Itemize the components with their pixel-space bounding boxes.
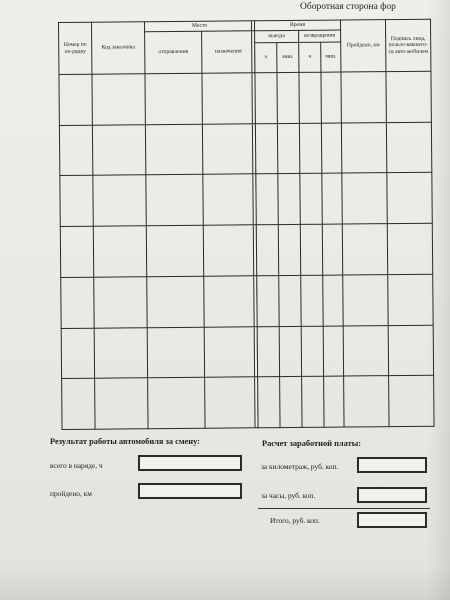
table-row: [59, 71, 431, 125]
total-field[interactable]: [357, 512, 427, 528]
header-exit-hours: ч: [255, 43, 277, 73]
per-hour-field[interactable]: [357, 487, 427, 503]
header-time: Время: [254, 20, 340, 31]
table-row: [60, 173, 432, 227]
total-divider: [258, 508, 430, 509]
table-row: [61, 274, 433, 328]
per-km-field[interactable]: [357, 457, 427, 473]
header-return: возвращения: [299, 30, 341, 42]
header-exit-minutes: мин.: [277, 42, 299, 72]
header-departure: отправления: [145, 31, 202, 73]
total-label: Итого, руб. коп.: [270, 516, 320, 525]
header-place: Место: [145, 21, 255, 32]
table-row: [62, 375, 434, 429]
header-destination: назначения: [202, 31, 255, 73]
salary-title: Расчет заработной платы:: [262, 439, 362, 448]
table-row: [59, 122, 431, 176]
results-title: Результат работы автомобиля за смену:: [50, 437, 200, 446]
header-signature: Подпись лица, пользо-вавшего-ся авто-мобилем: [385, 19, 430, 71]
page-shadow-bottom: [0, 562, 450, 600]
per-hour-label: за часы, руб. коп.: [261, 491, 316, 500]
table-row: [61, 325, 433, 379]
header-customer-code: Код заказчика: [92, 22, 145, 74]
total-hours-field[interactable]: [138, 455, 242, 471]
header-distance: Пройдено, км: [340, 20, 385, 72]
form-side-title: Оборотная сторона фор: [300, 2, 396, 12]
header-return-hours: ч: [299, 42, 321, 72]
trip-table: [58, 19, 435, 430]
distance-label: пройдено, км: [50, 489, 92, 498]
distance-field[interactable]: [138, 483, 242, 499]
header-exit: выезда: [255, 30, 299, 42]
total-hours-label: всего в наряде, ч: [50, 461, 103, 470]
per-km-label: за километраж, руб. коп.: [261, 462, 339, 471]
header-number: Номер по по-рядку: [59, 22, 92, 74]
table-row: [60, 223, 432, 277]
header-return-minutes: мин.: [321, 42, 341, 72]
